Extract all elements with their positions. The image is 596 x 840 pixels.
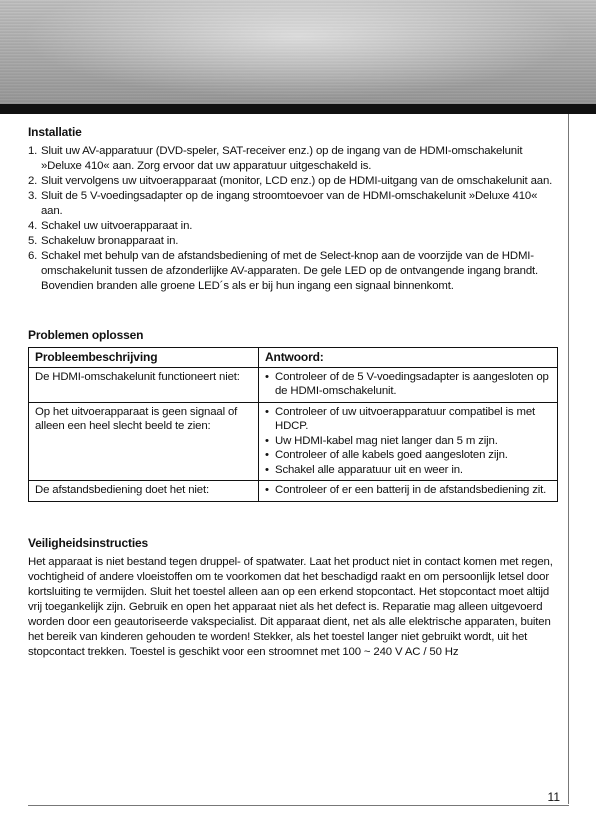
column-header-answer: Antwoord: [259, 348, 558, 368]
installation-heading: Installatie [28, 125, 82, 139]
installation-section [28, 124, 558, 294]
footer-rule [28, 805, 569, 806]
bullet-icon: • [265, 405, 269, 418]
safety-section [28, 535, 558, 660]
page-number: 11 [547, 790, 560, 804]
safety-paragraph: Het apparaat is niet bestand tegen druppel- of spatwater. Laat het product niet in contact komen met regen, vochtigheid of andere vloeistoffen om te voorkomen dat het beschadigd raakt en om persoonlijk letsel door kortsluiting te vermijden. Sluit het toestel alleen aan op een erkend stopcontact. Het stopcontact moet altijd vrij toegankelijk zijn. Gebruik en open het apparaat niet als het defect is. Reparatie mag alleen uitgevoerd worden door een geautoriseerde vakspecialist. Dit apparaat dient, net als alle elektrische apparaten, buiten het bereik van kinderen gehouden te worden! Stekker, als het toestel langer niet gebruikt wordt, uit het stopcontact trekken. Toestel is geschikt voor een stroomnet met 100 ~ 240 V AC / 50 Hz [28, 555, 553, 658]
answer-text: Controleer of de 5 V-voedingsadapter is aangesloten op de HDMI-omschakelunit. [275, 370, 549, 397]
table-row [29, 402, 558, 481]
step-number: 1. [28, 145, 38, 157]
table-row [29, 481, 558, 502]
answer-text: Uw HDMI-kabel mag niet langer dan 5 m zijn. [275, 434, 498, 447]
bullet-icon: • [265, 484, 269, 496]
answer-text: Controleer of er een batterij in de afstandsbediening zit. [275, 484, 547, 496]
step-text: Schakel uw uitvoerapparaat in. [41, 220, 193, 232]
answer-text: Controleer of alle kabels goed aangesloten zijn. [275, 449, 508, 461]
step-number: 5. [28, 235, 38, 247]
list-item [28, 189, 558, 219]
answer-text: Controleer of uw uitvoerapparatuur compatibel is met HDCP. [275, 405, 536, 432]
list-item [28, 234, 558, 249]
bullet-icon: • [265, 449, 269, 461]
problem-cell: Op het uitvoerapparaat is geen signaal of alleen een heel slecht beeld te zien: [29, 402, 259, 481]
answer-bullet [265, 370, 552, 399]
bullet-icon: • [265, 434, 269, 447]
problem-cell: De afstandsbediening doet het niet: [29, 481, 259, 502]
step-text: Sluit vervolgens uw uitvoerapparaat (monitor, LCD enz.) op de HDMI-uitgang van de omschakelunit aan. [41, 175, 553, 187]
troubleshooting-heading: Problemen oplossen [28, 328, 144, 342]
bullet-icon: • [265, 463, 269, 476]
right-margin-rule [568, 114, 569, 804]
answer-cell [259, 402, 558, 481]
table-row [29, 367, 558, 402]
answer-bullet [265, 434, 552, 449]
problem-cell: De HDMI-omschakelunit functioneert niet: [29, 367, 259, 402]
step-text: Schakel met behulp van de afstandsbediening of met de Select-knop aan de voorzijde van de HDMI-omschakelunit tussen de afzonderlijke AV-apparaten. De gele LED op de ontvangende ingang brandt. Bovendien branden alle groene LED´s als er bij hun ingang een signaal binnenkomt. [41, 250, 539, 292]
page-content [28, 124, 558, 660]
step-text: Schakeluw bronapparaat in. [41, 235, 179, 247]
column-header-problem: Probleembeschrijving [29, 348, 259, 368]
safety-heading: Veiligheidsinstructies [28, 535, 149, 550]
list-item [28, 219, 558, 234]
step-number: 2. [28, 175, 38, 187]
bullet-icon: • [265, 370, 269, 383]
installation-steps [28, 144, 558, 294]
troubleshooting-section [28, 327, 558, 502]
header-texture-band [0, 0, 596, 104]
troubleshooting-table [28, 347, 558, 502]
list-item [28, 174, 558, 189]
answer-cell [259, 367, 558, 402]
answer-text: Schakel alle apparatuur uit en weer in. [275, 463, 463, 476]
answer-cell [259, 481, 558, 502]
list-item [28, 144, 558, 174]
list-item [28, 249, 558, 294]
answer-bullet [265, 463, 552, 478]
header-rule [0, 104, 596, 114]
step-number: 3. [28, 190, 38, 202]
step-number: 4. [28, 220, 38, 232]
step-text: Sluit de 5 V-voedingsadapter op de ingang stroomtoevoer van de HDMI-omschakelunit »Deluxe 410« aan. [41, 190, 538, 217]
answer-bullet [265, 448, 552, 463]
answer-bullet [265, 405, 552, 434]
table-header-row [29, 348, 558, 368]
step-number: 6. [28, 250, 38, 262]
step-text: Sluit uw AV-apparatuur (DVD-speler, SAT-receiver enz.) op de ingang van de HDMI-omschakelunit »Deluxe 410« aan. Zorg ervoor dat uw apparatuur uitgeschakeld is. [41, 145, 523, 172]
answer-bullet [265, 483, 552, 498]
